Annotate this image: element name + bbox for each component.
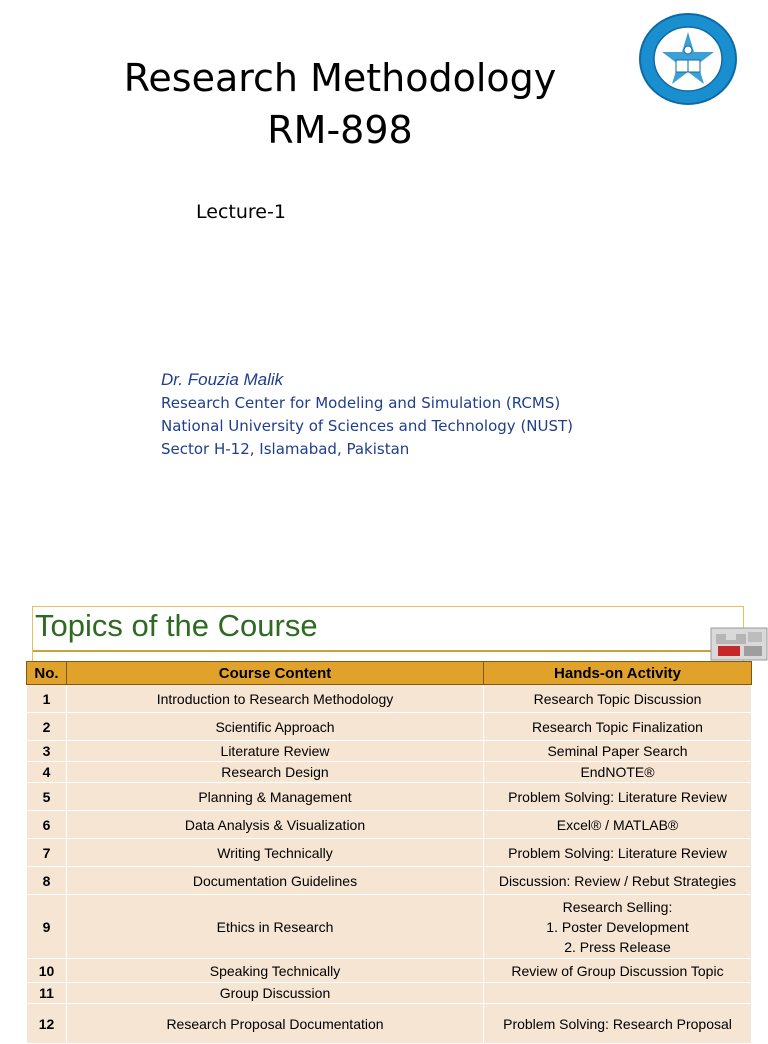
row-number: 11 [27, 983, 67, 1004]
row-content: Research Proposal Documentation [67, 1004, 484, 1044]
table-header-row [27, 662, 752, 685]
row-activity: EndNOTE® [484, 762, 752, 783]
row-content: Speaking Technically [67, 959, 484, 983]
affiliation-line-1: Research Center for Modeling and Simulation (RCMS) [161, 394, 561, 412]
table-row [27, 867, 752, 895]
row-number: 8 [27, 867, 67, 895]
table-row [27, 713, 752, 741]
row-activity [484, 983, 752, 1004]
header-no: No. [27, 662, 67, 685]
header-hands-on-activity: Hands-on Activity [484, 662, 752, 685]
row-activity: Problem Solving: Literature Review [484, 839, 752, 867]
table-row [27, 959, 752, 983]
row-activity: Review of Group Discussion Topic [484, 959, 752, 983]
row-number: 1 [27, 685, 67, 713]
topics-table [26, 661, 752, 1044]
affiliation-line-3: Sector H-12, Islamabad, Pakistan [161, 440, 410, 458]
row-activity: Research Topic Finalization [484, 713, 752, 741]
affiliation-line-2: National University of Sciences and Technology (NUST) [161, 417, 574, 435]
row-number: 7 [27, 839, 67, 867]
topics-title: Topics of the Course [35, 608, 318, 643]
lecture-label: Lecture-1 [196, 201, 286, 223]
row-number: 12 [27, 1004, 67, 1044]
row-number: 5 [27, 783, 67, 811]
row-activity: Excel® / MATLAB® [484, 811, 752, 839]
table-row [27, 983, 752, 1004]
activity-line: Research Selling: [562, 898, 673, 915]
header-course-content: Course Content [67, 662, 484, 685]
row-activity: Problem Solving: Research Proposal [484, 1004, 752, 1044]
row-content: Writing Technically [67, 839, 484, 867]
row-number: 10 [27, 959, 67, 983]
row-number: 9 [27, 895, 67, 959]
title-line-2: RM-898 [267, 108, 413, 152]
row-content: Planning & Management [67, 783, 484, 811]
presenter-name: Dr. Fouzia Malik [161, 370, 284, 389]
table-row [27, 685, 752, 713]
table-row [27, 839, 752, 867]
table-row [27, 741, 752, 762]
row-activity: Problem Solving: Literature Review [484, 783, 752, 811]
row-activity: Seminal Paper Search [484, 741, 752, 762]
row-activity: Research Topic Discussion [484, 685, 752, 713]
row-content: Ethics in Research [67, 895, 484, 959]
row-content: Documentation Guidelines [67, 867, 484, 895]
row-content: Introduction to Research Methodology [67, 685, 484, 713]
row-activity: Discussion: Review / Rebut Strategies [484, 867, 752, 895]
row-number: 3 [27, 741, 67, 762]
row-number: 6 [27, 811, 67, 839]
activity-line: 2. Press Release [564, 938, 671, 955]
row-activity [484, 895, 752, 959]
row-number: 4 [27, 762, 67, 783]
title-divider [33, 650, 711, 652]
slide-title [120, 52, 560, 156]
table-row [27, 895, 752, 959]
row-content: Group Discussion [67, 983, 484, 1004]
row-number: 2 [27, 713, 67, 741]
table-row [27, 762, 752, 783]
title-line-1: Research Methodology [123, 56, 557, 100]
row-content: Scientific Approach [67, 713, 484, 741]
row-content: Data Analysis & Visualization [67, 811, 484, 839]
row-content: Literature Review [67, 741, 484, 762]
topics-slide [0, 604, 768, 1032]
table-row [27, 783, 752, 811]
table-row [27, 811, 752, 839]
puzzle-image-icon [710, 626, 768, 662]
row-content: Research Design [67, 762, 484, 783]
activity-line: 1. Poster Development [546, 918, 689, 935]
university-seal-icon [638, 12, 738, 106]
